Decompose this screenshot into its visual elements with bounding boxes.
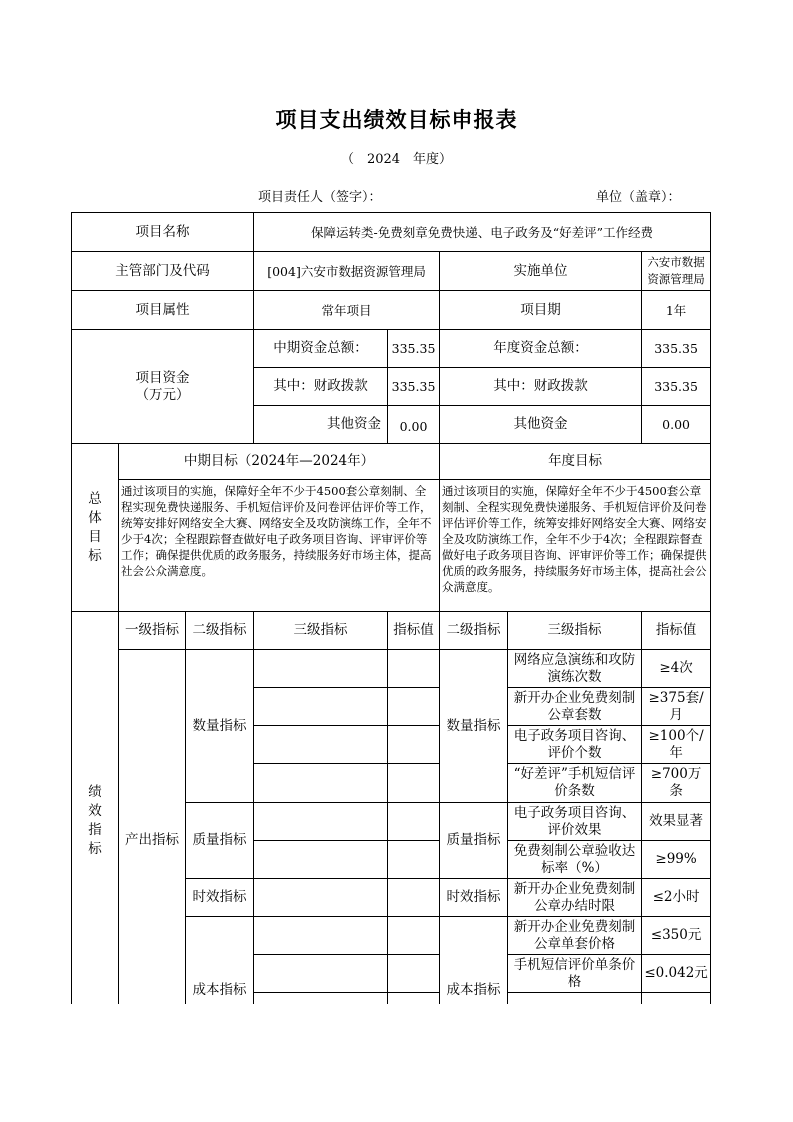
year-indicator-value: ≥99% bbox=[642, 841, 711, 879]
responsible-person-label: 项目责任人（签字）： bbox=[258, 190, 382, 205]
annual-goal-header: 年度目标 bbox=[440, 444, 711, 480]
mid-level3-cell bbox=[254, 879, 388, 917]
year-indicator-name: 新开办企业免费刻制公章办结时限 bbox=[508, 879, 642, 917]
year-indicator-value: ≥4次 bbox=[642, 650, 711, 688]
level1-header: 一级指标 bbox=[119, 612, 186, 650]
report-year: （ 2024 年度） bbox=[340, 152, 453, 167]
year-indicator-name: 新开办企业免费刻制公章套数 bbox=[508, 688, 642, 726]
annual-goal-text: 通过该项目的实施，保障好全年不少于4500套公章刻制、全程实现免费快递服务、手机短信评价及问卷评估评价等工作，统筹安排好网络安全大赛、网络安全及攻防演练工作，全年不少于4次；全程跟踪督查做好电子政务项目咨询、评审评价等工作；确保提供优质的政务服务，持续服务好市场主体，提高社会公众满意度。 bbox=[440, 480, 711, 612]
mid-level3-cell bbox=[254, 650, 388, 688]
project-funds-label: 项目资金 （万元） bbox=[72, 330, 254, 444]
year-other-funds-label: 其他资金 bbox=[440, 406, 642, 444]
mid-value-cell bbox=[388, 803, 440, 841]
implementing-unit-value: 六安市数据资源管理局 bbox=[642, 252, 711, 291]
project-name-label: 项目名称 bbox=[72, 213, 254, 252]
mid-term-goal-text: 通过该项目的实施，保障好全年不少于4500套公章刻制、全程实现免费快递服务、手机短信评价及问卷评估评价等工作，统筹安排好网络安全大赛、网络安全及攻防演练工作，全年不少于4次；全程跟踪督查做好电子政务项目咨询、评审评价等工作；确保提供优质的政务服务，持续服务好市场主体，提高社会公众满意度。 bbox=[119, 480, 440, 612]
page-title: 项目支出绩效目标申报表 bbox=[275, 107, 518, 132]
mid-level3-cell bbox=[254, 955, 388, 993]
year-indicator-name: 电子政务项目咨询、评价效果 bbox=[508, 803, 642, 841]
mid-value-cell bbox=[388, 764, 440, 803]
quantity-indicator-label-mid: 数量指标 bbox=[186, 650, 254, 803]
year-indicator-value: ≥100个/年 bbox=[642, 726, 711, 764]
mid-level3-cell bbox=[254, 841, 388, 879]
mid-value-cell bbox=[388, 993, 440, 1005]
year-indicator-name: “好差评”手机短信评价条数 bbox=[508, 764, 642, 803]
year-indicator-value bbox=[642, 993, 711, 1005]
project-period-label: 项目期 bbox=[440, 291, 642, 330]
year-indicator-value: 效果显著 bbox=[642, 803, 711, 841]
year-indicator-value: ≥375套/月 bbox=[642, 688, 711, 726]
year-indicator-name: 免费刻制公章验收达标率（%） bbox=[508, 841, 642, 879]
project-name-value: 保障运转类-免费刻章免费快递、电子政务及“好差评”工作经费 bbox=[254, 213, 711, 252]
year-indicator-value: ≤2小时 bbox=[642, 879, 711, 917]
quantity-indicator-label-year: 数量指标 bbox=[440, 650, 508, 803]
timeliness-indicator-label-year: 时效指标 bbox=[440, 879, 508, 917]
mid-value-cell bbox=[388, 879, 440, 917]
implementing-unit-label: 实施单位 bbox=[440, 252, 642, 291]
year-indicator-name: 手机短信评价单条价格 bbox=[508, 955, 642, 993]
year-fiscal-funds-label: 其中：财政拨款 bbox=[440, 368, 642, 406]
year-indicator-name: 网络应急演练和攻防演练次数 bbox=[508, 650, 642, 688]
year-indicator-name: 新开办企业免费刻制公章单套价格 bbox=[508, 917, 642, 955]
year-total-funds-label: 年度资金总额： bbox=[440, 330, 642, 368]
year-total-funds-value: 335.35 bbox=[642, 330, 711, 368]
department-value: [004]六安市数据资源管理局 bbox=[254, 252, 440, 291]
output-indicator-label: 产出指标 bbox=[119, 650, 186, 1005]
timeliness-indicator-label-mid: 时效指标 bbox=[186, 879, 254, 917]
year-indicator-name: 电子政务项目咨询、评价个数 bbox=[508, 726, 642, 764]
mid-level3-cell bbox=[254, 726, 388, 764]
year-fiscal-funds-value: 335.35 bbox=[642, 368, 711, 406]
project-period-value: 1年 bbox=[642, 291, 711, 330]
unit-stamp-label: 单位（盖章）： bbox=[596, 190, 681, 205]
mid-value-cell bbox=[388, 688, 440, 726]
cost-indicator-label-mid: 成本指标 bbox=[186, 917, 254, 1005]
report-table-container bbox=[71, 212, 711, 1004]
quality-indicator-label-mid: 质量指标 bbox=[186, 803, 254, 879]
mid-fiscal-funds-label: 其中：财政拨款 bbox=[254, 368, 388, 406]
report-table bbox=[71, 212, 711, 1004]
mid-value-cell bbox=[388, 955, 440, 993]
level2-header-mid: 二级指标 bbox=[186, 612, 254, 650]
mid-value-cell bbox=[388, 917, 440, 955]
mid-term-goal-header: 中期目标（2024年—2024年） bbox=[119, 444, 440, 480]
department-label: 主管部门及代码 bbox=[72, 252, 254, 291]
mid-other-funds-value: 0.00 bbox=[388, 406, 440, 444]
mid-other-funds-label: 其他资金 bbox=[254, 406, 388, 444]
project-attribute-label: 项目属性 bbox=[72, 291, 254, 330]
level3-header-mid: 三级指标 bbox=[254, 612, 388, 650]
mid-fiscal-funds-value: 335.35 bbox=[388, 368, 440, 406]
level2-header-year: 二级指标 bbox=[440, 612, 508, 650]
mid-value-cell bbox=[388, 841, 440, 879]
project-attribute-value: 常年项目 bbox=[254, 291, 440, 330]
year-indicator-value: ≤350元 bbox=[642, 917, 711, 955]
value-header-mid: 指标值 bbox=[388, 612, 440, 650]
mid-value-cell bbox=[388, 726, 440, 764]
mid-level3-cell bbox=[254, 803, 388, 841]
mid-value-cell bbox=[388, 650, 440, 688]
mid-total-funds-label: 中期资金总额： bbox=[254, 330, 388, 368]
value-header-year: 指标值 bbox=[642, 612, 711, 650]
year-indicator-value: ≤0.042元 bbox=[642, 955, 711, 993]
performance-indicators-label: 绩效指标 bbox=[72, 612, 119, 1005]
level3-header-year: 三级指标 bbox=[508, 612, 642, 650]
cost-indicator-label-year: 成本指标 bbox=[440, 917, 508, 1005]
mid-level3-cell bbox=[254, 764, 388, 803]
mid-total-funds-value: 335.35 bbox=[388, 330, 440, 368]
year-indicator-name bbox=[508, 993, 642, 1005]
year-other-funds-value: 0.00 bbox=[642, 406, 711, 444]
overall-goals-label: 总体目标 bbox=[72, 444, 119, 612]
quality-indicator-label-year: 质量指标 bbox=[440, 803, 508, 879]
mid-level3-cell bbox=[254, 993, 388, 1005]
mid-level3-cell bbox=[254, 917, 388, 955]
mid-level3-cell bbox=[254, 688, 388, 726]
year-indicator-value: ≥700万条 bbox=[642, 764, 711, 803]
